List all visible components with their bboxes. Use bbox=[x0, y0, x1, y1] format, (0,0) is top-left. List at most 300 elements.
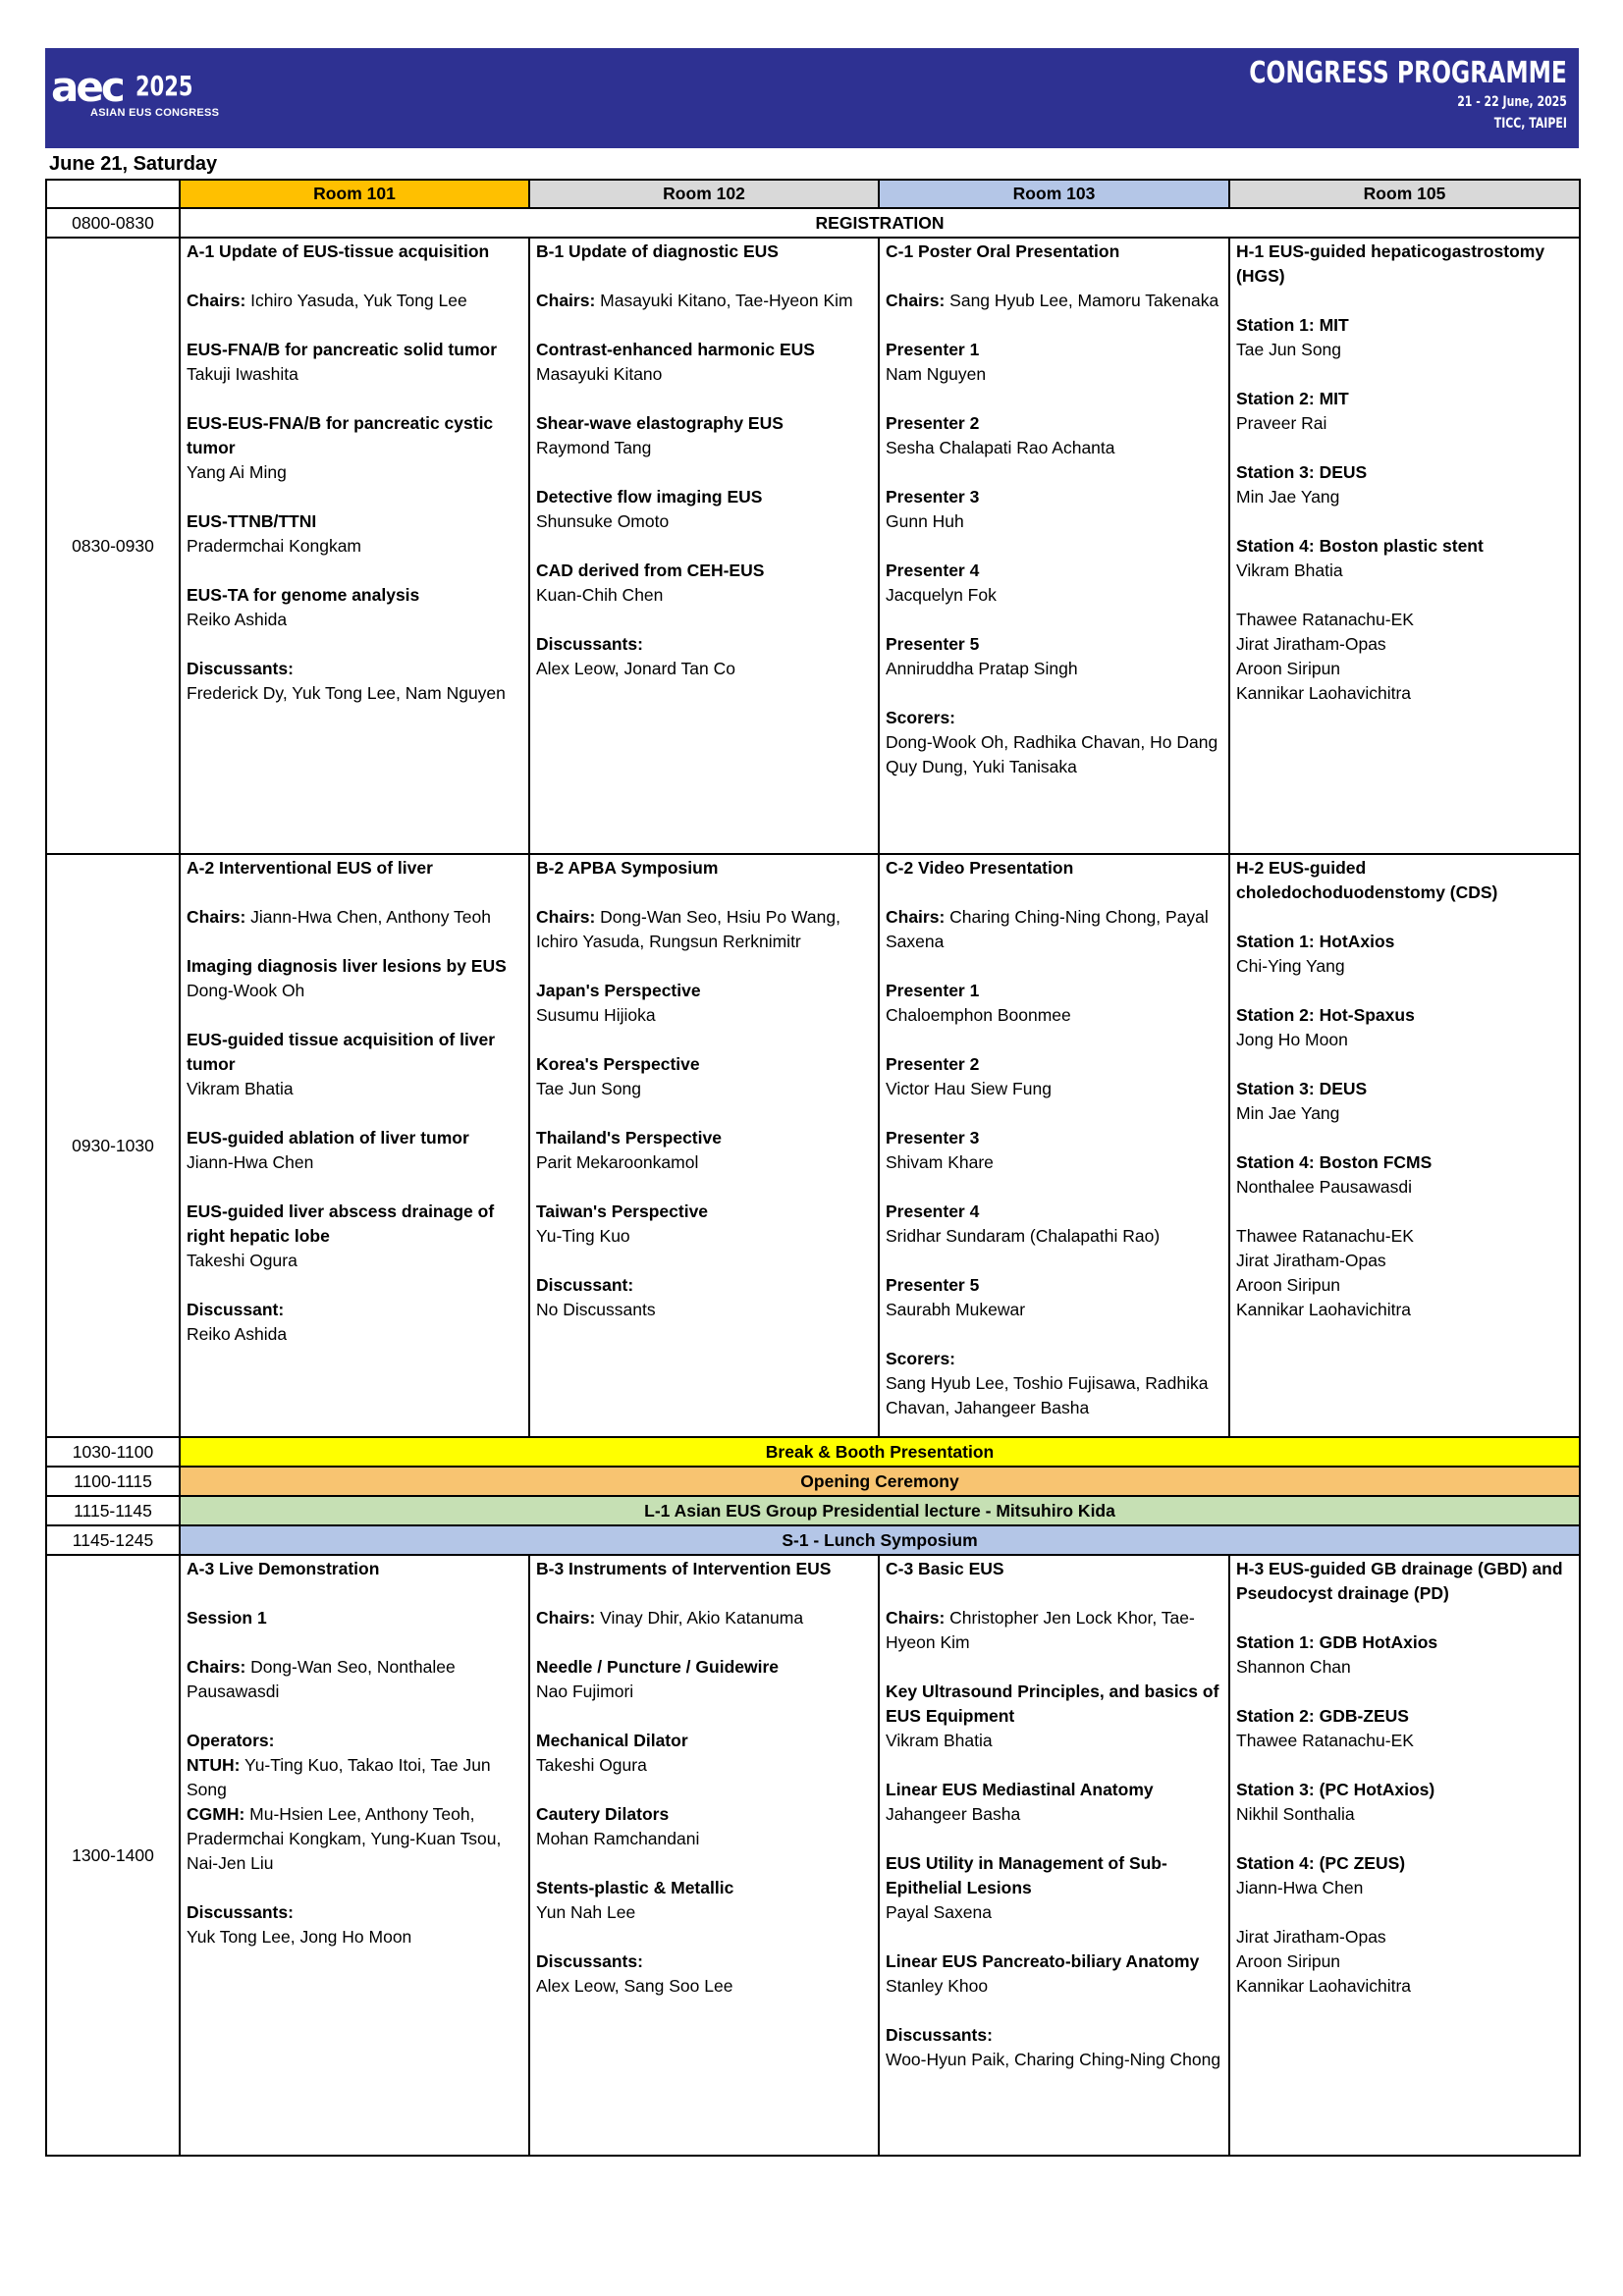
session-item bbox=[886, 411, 1222, 460]
item-label: Station 2: GDB-ZEUS bbox=[1236, 1706, 1409, 1726]
item-label: Presenter 3 bbox=[886, 487, 980, 507]
item-value: Vikram Bhatia bbox=[1236, 561, 1343, 580]
item-label: Discussant: bbox=[187, 1300, 285, 1319]
item-value: Mohan Ramchandani bbox=[536, 1829, 700, 1848]
programme-table bbox=[45, 179, 1581, 2157]
item-value: Tae Jun Song bbox=[536, 1079, 642, 1098]
item-label: Discussant: bbox=[536, 1275, 634, 1295]
item-value: Kuan-Chih Chen bbox=[536, 585, 664, 605]
session-item bbox=[187, 509, 522, 559]
item-label: Discussants: bbox=[536, 1951, 643, 1971]
item-value: Alex Leow, Jonard Tan Co bbox=[536, 659, 736, 678]
item-label: Cautery Dilators bbox=[536, 1804, 670, 1824]
labelled-line bbox=[536, 905, 872, 954]
item-value: Chaloemphon Boonmee bbox=[886, 1005, 1071, 1025]
session-item bbox=[187, 1606, 522, 1630]
room-header-row bbox=[46, 180, 1580, 208]
session-title: A-2 Interventional EUS of liver bbox=[187, 858, 433, 878]
session-title: B-3 Instruments of Intervention EUS bbox=[536, 1559, 832, 1578]
session-cell bbox=[180, 854, 529, 1437]
item-label: Presenter 3 bbox=[886, 1128, 980, 1148]
item-label: Station 4: (PC ZEUS) bbox=[1236, 1853, 1406, 1873]
item-label: EUS-FNA/B for pancreatic solid tumor bbox=[187, 340, 498, 359]
item-label: Chairs: bbox=[187, 907, 246, 927]
time-header bbox=[46, 180, 180, 208]
item-label: Presenter 1 bbox=[886, 340, 980, 359]
item-label: EUS-guided ablation of liver tumor bbox=[187, 1128, 469, 1148]
session-item bbox=[187, 1126, 522, 1175]
session-item bbox=[536, 1273, 872, 1322]
item-label: Station 3: (PC HotAxios) bbox=[1236, 1780, 1435, 1799]
plenary-session: S-1 - Lunch Symposium bbox=[180, 1525, 1580, 1555]
item-label: Chairs: bbox=[536, 907, 596, 927]
item-value: Dong-Wan Seo, Nonthalee Pausawasdi bbox=[187, 1657, 456, 1701]
faculty-name: Thawee Ratanachu-EK bbox=[1236, 1226, 1414, 1246]
item-label: Linear EUS Mediastinal Anatomy bbox=[886, 1780, 1154, 1799]
session-item bbox=[536, 1655, 872, 1704]
item-label: Linear EUS Pancreato-biliary Anatomy bbox=[886, 1951, 1200, 1971]
item-label: Korea's Perspective bbox=[536, 1054, 700, 1074]
item-value: Sridhar Sundaram (Chalapathi Rao) bbox=[886, 1226, 1161, 1246]
session-item bbox=[1236, 608, 1573, 706]
session-title: C-2 Video Presentation bbox=[886, 858, 1074, 878]
time-slot: 0830-0930 bbox=[46, 238, 180, 854]
session-item bbox=[886, 1680, 1222, 1753]
item-label: Presenter 4 bbox=[886, 1201, 980, 1221]
plenary-row bbox=[46, 208, 1580, 238]
session-item bbox=[1236, 1704, 1573, 1753]
session-content bbox=[880, 239, 1228, 779]
session-content bbox=[530, 239, 878, 681]
item-label: EUS Utility in Management of Sub-Epithelial Lesions bbox=[886, 1853, 1167, 1897]
item-label: Discussants: bbox=[187, 1902, 294, 1922]
item-value: Min Jae Yang bbox=[1236, 487, 1340, 507]
session-content bbox=[880, 855, 1228, 1420]
item-label: Station 3: DEUS bbox=[1236, 1079, 1368, 1098]
plenary-session: REGISTRATION bbox=[180, 208, 1580, 238]
item-value: Jahangeer Basha bbox=[886, 1804, 1021, 1824]
item-value: Nao Fujimori bbox=[536, 1682, 634, 1701]
item-value: Shunsuke Omoto bbox=[536, 511, 670, 531]
session-item bbox=[536, 632, 872, 681]
item-label: Station 1: HotAxios bbox=[1236, 932, 1395, 951]
session-item bbox=[536, 289, 872, 313]
item-label: EUS-guided liver abscess drainage of right hepatic lobe bbox=[187, 1201, 495, 1246]
faculty-name: Aroon Siripun bbox=[1236, 1951, 1341, 1971]
item-value: Jiann-Hwa Chen bbox=[187, 1152, 314, 1172]
item-value: Christopher Jen Lock Khor, Tae-Hyeon Kim bbox=[886, 1608, 1195, 1652]
item-value: Takuji Iwashita bbox=[187, 364, 298, 384]
session-row bbox=[46, 1555, 1580, 2156]
session-content bbox=[181, 855, 528, 1347]
session-item bbox=[886, 338, 1222, 387]
session-item bbox=[886, 1273, 1222, 1322]
banner-info bbox=[1160, 56, 1567, 134]
session-item bbox=[187, 583, 522, 632]
session-content bbox=[181, 1556, 528, 1949]
congress-venue: TICC, TAIPEI bbox=[1493, 116, 1567, 132]
session-item bbox=[1236, 1077, 1573, 1126]
item-label: Japan's Perspective bbox=[536, 981, 701, 1000]
item-value: Thawee Ratanachu-EK bbox=[1236, 1731, 1414, 1750]
time-slot: 1300-1400 bbox=[46, 1555, 180, 2156]
session-item bbox=[187, 1298, 522, 1347]
session-item bbox=[1236, 1851, 1573, 1900]
session-item bbox=[886, 1606, 1222, 1655]
session-item bbox=[536, 1126, 872, 1175]
session-content bbox=[1230, 1556, 1579, 1999]
item-value: Sesha Chalapati Rao Achanta bbox=[886, 438, 1115, 457]
labelled-line bbox=[187, 289, 522, 313]
labelled-line bbox=[886, 289, 1222, 313]
item-label: Presenter 2 bbox=[886, 413, 980, 433]
item-label: Presenter 5 bbox=[886, 634, 980, 654]
session-title: H-1 EUS-guided hepaticogastrostomy (HGS) bbox=[1236, 241, 1545, 286]
item-value: Shivam Khare bbox=[886, 1152, 994, 1172]
item-value: Raymond Tang bbox=[536, 438, 652, 457]
item-label: Discussants: bbox=[187, 659, 294, 678]
plenary-row bbox=[46, 1437, 1580, 1467]
session-item bbox=[1236, 1150, 1573, 1200]
item-value: Stanley Khoo bbox=[886, 1976, 989, 1996]
congress-dates: 21 - 22 June, 2025 bbox=[1457, 94, 1567, 110]
session-item bbox=[1236, 1224, 1573, 1322]
session-cell bbox=[879, 1555, 1229, 2156]
session-cell bbox=[529, 238, 879, 854]
session-item bbox=[1236, 1778, 1573, 1827]
session-item bbox=[886, 289, 1222, 313]
item-value: Chi-Ying Yang bbox=[1236, 956, 1345, 976]
session-content bbox=[530, 1556, 878, 1999]
session-cell bbox=[180, 1555, 529, 2156]
item-value: Ichiro Yasuda, Yuk Tong Lee bbox=[250, 291, 467, 310]
item-label: Chairs: bbox=[886, 907, 946, 927]
item-value: Gunn Huh bbox=[886, 511, 964, 531]
room-header: Room 101 bbox=[180, 180, 529, 208]
item-label: Chairs: bbox=[536, 291, 596, 310]
item-value: Tae Jun Song bbox=[1236, 340, 1342, 359]
logo-year: 2025 bbox=[135, 70, 193, 102]
item-value: No Discussants bbox=[536, 1300, 656, 1319]
item-label: Discussants: bbox=[886, 2025, 993, 2045]
time-slot: 1100-1115 bbox=[46, 1467, 180, 1496]
item-value: Nam Nguyen bbox=[886, 364, 987, 384]
session-item bbox=[886, 1949, 1222, 1999]
session-item bbox=[886, 559, 1222, 608]
session-cell bbox=[1229, 1555, 1580, 2156]
session-item bbox=[1236, 1630, 1573, 1680]
session-item bbox=[1236, 313, 1573, 362]
session-item bbox=[886, 1778, 1222, 1827]
labelled-line bbox=[187, 1655, 522, 1704]
session-item bbox=[536, 338, 872, 387]
item-value: Vikram Bhatia bbox=[886, 1731, 993, 1750]
item-label: Station 3: DEUS bbox=[1236, 462, 1368, 482]
item-label: Detective flow imaging EUS bbox=[536, 487, 763, 507]
logo-mark: aec bbox=[51, 63, 123, 111]
session-content bbox=[1230, 239, 1579, 706]
labelled-line bbox=[536, 289, 872, 313]
session-item bbox=[886, 1126, 1222, 1175]
faculty-name: Thawee Ratanachu-EK bbox=[1236, 610, 1414, 629]
session-item bbox=[1236, 534, 1573, 583]
session-item bbox=[187, 954, 522, 1003]
faculty-name: Aroon Siripun bbox=[1236, 1275, 1341, 1295]
session-item bbox=[886, 1851, 1222, 1925]
session-item bbox=[886, 706, 1222, 779]
item-value: Victor Hau Siew Fung bbox=[886, 1079, 1052, 1098]
session-item bbox=[536, 979, 872, 1028]
session-row bbox=[46, 854, 1580, 1437]
item-value: Yuk Tong Lee, Jong Ho Moon bbox=[187, 1927, 412, 1947]
session-item bbox=[1236, 930, 1573, 979]
session-item bbox=[1236, 460, 1573, 509]
session-item bbox=[187, 1200, 522, 1273]
plenary-session: Opening Ceremony bbox=[180, 1467, 1580, 1496]
session-title: H-2 EUS-guided choledochoduodenstomy (CDS) bbox=[1236, 858, 1498, 902]
faculty-name: Kannikar Laohavichitra bbox=[1236, 683, 1412, 703]
session-item bbox=[536, 1606, 872, 1630]
session-cell bbox=[529, 854, 879, 1437]
session-content bbox=[530, 855, 878, 1322]
session-item bbox=[886, 2023, 1222, 2072]
item-value: Sang Hyub Lee, Mamoru Takenaka bbox=[949, 291, 1219, 310]
faculty-name: Jirat Jiratham-Opas bbox=[1236, 1251, 1386, 1270]
item-label: Chairs: bbox=[187, 291, 246, 310]
operator-names: Mu-Hsien Lee, Anthony Teoh, Pradermchai Kongkam, Yung-Kuan Tsou, Nai-Jen Liu bbox=[187, 1804, 502, 1873]
item-value: Yun Nah Lee bbox=[536, 1902, 636, 1922]
item-label: Station 4: Boston FCMS bbox=[1236, 1152, 1433, 1172]
session-item bbox=[187, 1028, 522, 1101]
time-slot: 0930-1030 bbox=[46, 854, 180, 1437]
item-value: Susumu Hijioka bbox=[536, 1005, 656, 1025]
item-label: Presenter 1 bbox=[886, 981, 980, 1000]
item-value: Dong-Wan Seo, Hsiu Po Wang, Ichiro Yasuda, Rungsun Rerknimitr bbox=[536, 907, 840, 951]
session-item bbox=[886, 1200, 1222, 1249]
session-cell bbox=[1229, 854, 1580, 1437]
operator-site: NTUH: bbox=[187, 1755, 241, 1775]
operator-line bbox=[187, 1802, 522, 1876]
session-item bbox=[536, 1802, 872, 1851]
plenary-session: Break & Booth Presentation bbox=[180, 1437, 1580, 1467]
item-value: Masayuki Kitano, Tae-Hyeon Kim bbox=[600, 291, 853, 310]
item-value: Charing Ching-Ning Chong, Payal Saxena bbox=[886, 907, 1209, 951]
item-value: Anniruddha Pratap Singh bbox=[886, 659, 1078, 678]
session-item bbox=[536, 1052, 872, 1101]
item-label: Chairs: bbox=[536, 1608, 596, 1628]
session-title: A-3 Live Demonstration bbox=[187, 1559, 380, 1578]
session-item bbox=[187, 411, 522, 485]
faculty-name: Kannikar Laohavichitra bbox=[1236, 1300, 1412, 1319]
session-item bbox=[886, 1052, 1222, 1101]
session-item bbox=[187, 1655, 522, 1704]
session-item bbox=[187, 338, 522, 387]
item-label: Thailand's Perspective bbox=[536, 1128, 722, 1148]
operator-names: Yu-Ting Kuo, Takao Itoi, Tae Jun Song bbox=[187, 1755, 491, 1799]
labelled-line bbox=[886, 905, 1222, 954]
room-header: Room 105 bbox=[1229, 180, 1580, 208]
time-slot: 1115-1145 bbox=[46, 1496, 180, 1525]
item-value: Parit Mekaroonkamol bbox=[536, 1152, 699, 1172]
session-row bbox=[46, 238, 1580, 854]
session-cell bbox=[180, 238, 529, 854]
item-label: Station 2: Hot-Spaxus bbox=[1236, 1005, 1415, 1025]
item-value: Jacquelyn Fok bbox=[886, 585, 997, 605]
labelled-line bbox=[886, 1606, 1222, 1655]
session-title: A-1 Update of EUS-tissue acquisition bbox=[187, 241, 490, 261]
item-label: Station 2: MIT bbox=[1236, 389, 1349, 408]
session-item bbox=[187, 657, 522, 706]
item-label: Imaging diagnosis liver lesions by EUS bbox=[187, 956, 507, 976]
session-cell bbox=[879, 238, 1229, 854]
item-label: Chairs: bbox=[886, 291, 946, 310]
session-cell bbox=[1229, 238, 1580, 854]
plenary-row bbox=[46, 1525, 1580, 1555]
plenary-row bbox=[46, 1496, 1580, 1525]
item-value: Reiko Ashida bbox=[187, 1324, 288, 1344]
item-value: Praveer Rai bbox=[1236, 413, 1327, 433]
labelled-line bbox=[187, 905, 522, 930]
item-value: Nonthalee Pausawasdi bbox=[1236, 1177, 1413, 1197]
item-value: Woo-Hyun Paik, Charing Ching-Ning Chong bbox=[886, 2050, 1221, 2069]
session-title: H-3 EUS-guided GB drainage (GBD) and Pseudocyst drainage (PD) bbox=[1236, 1559, 1563, 1603]
session-item bbox=[886, 632, 1222, 681]
item-label: Station 4: Boston plastic stent bbox=[1236, 536, 1484, 556]
item-value: Shannon Chan bbox=[1236, 1657, 1351, 1677]
session-item bbox=[886, 1347, 1222, 1420]
time-slot: 1145-1245 bbox=[46, 1525, 180, 1555]
item-label: Contrast-enhanced harmonic EUS bbox=[536, 340, 815, 359]
item-value: Jiann-Hwa Chen, Anthony Teoh bbox=[250, 907, 492, 927]
item-value: Payal Saxena bbox=[886, 1902, 992, 1922]
item-label: Presenter 2 bbox=[886, 1054, 980, 1074]
item-label: Station 1: GDB HotAxios bbox=[1236, 1632, 1438, 1652]
session-item bbox=[536, 1200, 872, 1249]
programme-body bbox=[46, 208, 1580, 2156]
session-item bbox=[187, 905, 522, 930]
room-header: Room 103 bbox=[879, 180, 1229, 208]
operator-line bbox=[187, 1753, 522, 1802]
programme-title: CONGRESS PROGRAMME bbox=[1249, 56, 1567, 90]
day-title: June 21, Saturday bbox=[49, 153, 218, 175]
aec-2025-logo bbox=[51, 64, 218, 133]
item-label: Session 1 bbox=[187, 1608, 267, 1628]
item-value: Takeshi Ogura bbox=[187, 1251, 298, 1270]
item-value: Vinay Dhir, Akio Katanuma bbox=[600, 1608, 804, 1628]
item-value: Sang Hyub Lee, Toshio Fujisawa, Radhika Chavan, Jahangeer Basha bbox=[886, 1373, 1209, 1417]
faculty-name: Aroon Siripun bbox=[1236, 659, 1341, 678]
session-content bbox=[181, 239, 528, 706]
plenary-session: L-1 Asian EUS Group Presidential lecture - Mitsuhiro Kida bbox=[180, 1496, 1580, 1525]
session-content bbox=[880, 1556, 1228, 2072]
item-value: Vikram Bhatia bbox=[187, 1079, 294, 1098]
operator-site: CGMH: bbox=[187, 1804, 245, 1824]
session-title: B-1 Update of diagnostic EUS bbox=[536, 241, 779, 261]
item-label: Key Ultrasound Principles, and basics of EUS Equipment bbox=[886, 1682, 1219, 1726]
item-label: Presenter 5 bbox=[886, 1275, 980, 1295]
item-value: Yu-Ting Kuo bbox=[536, 1226, 630, 1246]
time-slot: 1030-1100 bbox=[46, 1437, 180, 1467]
session-item bbox=[1236, 1003, 1573, 1052]
item-label: EUS-TA for genome analysis bbox=[187, 585, 420, 605]
session-item bbox=[536, 559, 872, 608]
item-label: EUS-guided tissue acquisition of liver tumor bbox=[187, 1030, 496, 1074]
item-label: Operators: bbox=[187, 1731, 275, 1750]
item-label: Chairs: bbox=[886, 1608, 946, 1628]
item-value: Min Jae Yang bbox=[1236, 1103, 1340, 1123]
session-cell bbox=[529, 1555, 879, 2156]
item-value: Takeshi Ogura bbox=[536, 1755, 647, 1775]
logo-subtitle: ASIAN EUS CONGRESS bbox=[90, 107, 220, 119]
item-label: Stents-plastic & Metallic bbox=[536, 1878, 734, 1897]
item-value: Dong-Wook Oh, Radhika Chavan, Ho Dang Quy Dung, Yuki Tanisaka bbox=[886, 732, 1218, 776]
item-label: Shear-wave elastography EUS bbox=[536, 413, 784, 433]
item-value: Jong Ho Moon bbox=[1236, 1030, 1348, 1049]
faculty-name: Kannikar Laohavichitra bbox=[1236, 1976, 1412, 1996]
plenary-row bbox=[46, 1467, 1580, 1496]
item-label: Presenter 4 bbox=[886, 561, 980, 580]
session-item bbox=[536, 1949, 872, 1999]
item-label: Chairs: bbox=[187, 1657, 246, 1677]
congress-banner bbox=[45, 48, 1579, 148]
item-value: Saurabh Mukewar bbox=[886, 1300, 1026, 1319]
item-label: EUS-EUS-FNA/B for pancreatic cystic tumor bbox=[187, 413, 494, 457]
session-item bbox=[1236, 1925, 1573, 1999]
item-label: Discussants: bbox=[536, 634, 643, 654]
session-content bbox=[1230, 855, 1579, 1322]
item-value: Alex Leow, Sang Soo Lee bbox=[536, 1976, 733, 1996]
item-value: Masayuki Kitano bbox=[536, 364, 663, 384]
item-label: Mechanical Dilator bbox=[536, 1731, 688, 1750]
session-item bbox=[536, 485, 872, 534]
time-slot: 0800-0830 bbox=[46, 208, 180, 238]
session-item bbox=[886, 485, 1222, 534]
item-label: Taiwan's Perspective bbox=[536, 1201, 709, 1221]
item-value: Pradermchai Kongkam bbox=[187, 536, 361, 556]
session-cell bbox=[879, 854, 1229, 1437]
session-item bbox=[536, 905, 872, 954]
session-title: C-3 Basic EUS bbox=[886, 1559, 1004, 1578]
item-value: Jiann-Hwa Chen bbox=[1236, 1878, 1364, 1897]
item-label: CAD derived from CEH-EUS bbox=[536, 561, 765, 580]
session-item bbox=[187, 1729, 522, 1876]
session-item bbox=[536, 1729, 872, 1778]
item-label: Scorers: bbox=[886, 708, 956, 727]
room-header: Room 102 bbox=[529, 180, 879, 208]
session-item bbox=[1236, 387, 1573, 436]
item-value: Reiko Ashida bbox=[187, 610, 288, 629]
item-label: EUS-TTNB/TTNI bbox=[187, 511, 317, 531]
item-value: Frederick Dy, Yuk Tong Lee, Nam Nguyen bbox=[187, 683, 506, 703]
session-title: C-1 Poster Oral Presentation bbox=[886, 241, 1120, 261]
session-item bbox=[187, 1900, 522, 1949]
labelled-line bbox=[536, 1606, 872, 1630]
item-value: Dong-Wook Oh bbox=[187, 981, 305, 1000]
faculty-name: Jirat Jiratham-Opas bbox=[1236, 1927, 1386, 1947]
item-label: Station 1: MIT bbox=[1236, 315, 1349, 335]
session-item bbox=[187, 289, 522, 313]
item-value: Nikhil Sonthalia bbox=[1236, 1804, 1355, 1824]
item-value: Yang Ai Ming bbox=[187, 462, 287, 482]
session-item bbox=[886, 979, 1222, 1028]
faculty-name: Jirat Jiratham-Opas bbox=[1236, 634, 1386, 654]
item-label: Scorers: bbox=[886, 1349, 956, 1368]
session-item bbox=[536, 1876, 872, 1925]
session-title: B-2 APBA Symposium bbox=[536, 858, 719, 878]
session-item bbox=[886, 905, 1222, 954]
session-item bbox=[536, 411, 872, 460]
item-label: Needle / Puncture / Guidewire bbox=[536, 1657, 780, 1677]
